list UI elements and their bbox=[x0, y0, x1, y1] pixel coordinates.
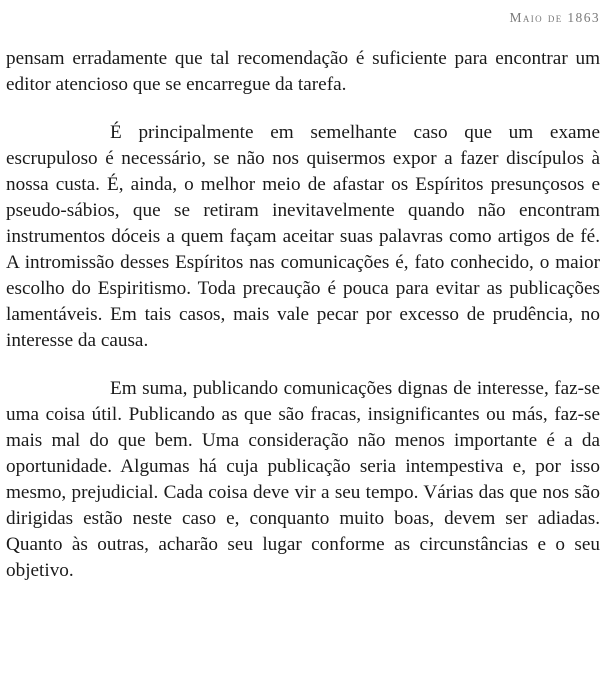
paragraph-continuation: pensam erradamente que tal recomendação é suficiente para encontrar um editor atencioso que se encarregue da tarefa. bbox=[6, 48, 600, 95]
paragraph: É principalmente em semelhante caso que um exame escrupuloso é necessário, se não nos quisermos expor a fazer discípulos à nossa custa. É, ainda, o melhor meio de afastar os Espíritos presunçosos e pseudo-sábios, que se retiram inevitavelmente quando não encontram instrumentos dóceis a quem façam aceitar suas palavras como artigos de fé. A intromissão desses Espíritos nas comunicações é, fato conhecido, o maior escolho do Espiritismo. Toda precaução é pouca para evitar as publicações lamentáveis. Em tais casos, mais vale pecar por excesso de prudência, no interesse da causa. bbox=[6, 122, 600, 351]
running-head: Maio de 1863 bbox=[509, 10, 600, 25]
paragraph: Em suma, publicando comunicações dignas de interesse, faz-se uma coisa útil. Publicando as que são fracas, insignificantes ou más, faz-se mais mal do que bem. Uma consideração não menos importante é a da oportunidade. Algumas há cuja publicação seria intempestiva e, por isso mesmo, prejudicial. Cada coisa deve vir a seu tempo. Várias das que nos são dirigidas estão neste caso e, conquanto muito boas, devem ser adiadas. Quanto às outras, acharão seu lugar conforme as circunstâncias e o seu objetivo. bbox=[6, 378, 600, 581]
body-text bbox=[6, 46, 600, 584]
